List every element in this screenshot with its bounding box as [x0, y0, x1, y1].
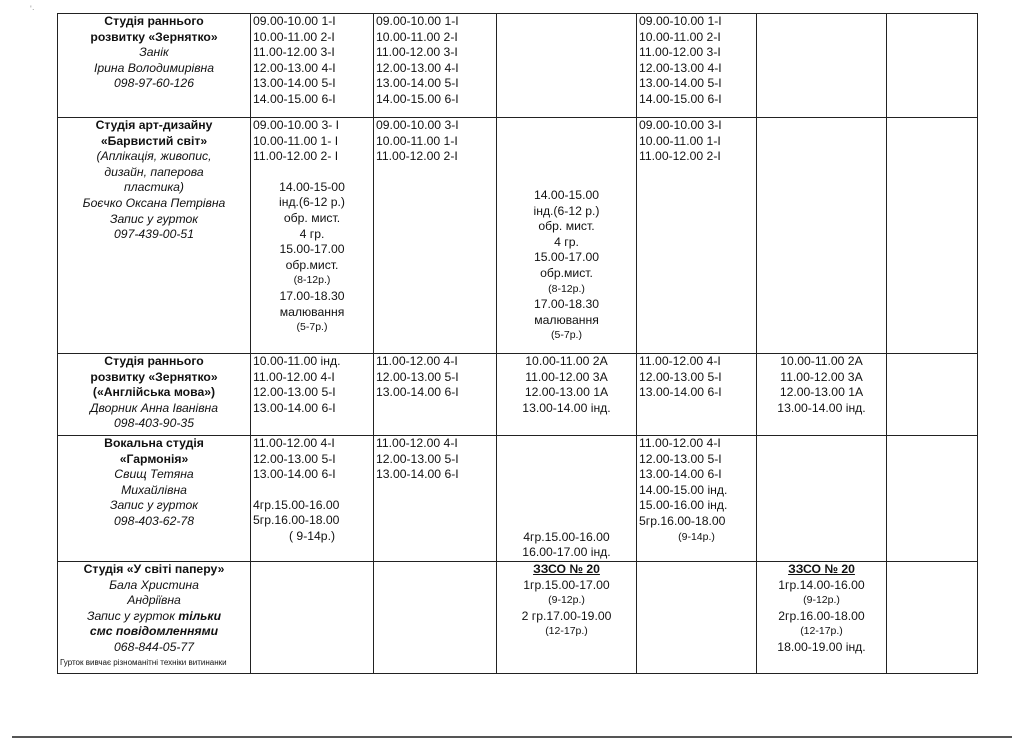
teacher-name: Ірина Володимирівна: [93, 60, 215, 75]
page-bottom-rule: [12, 736, 1012, 738]
studio-title: Студія раннього: [104, 354, 204, 368]
schedule-cell: [757, 562, 887, 674]
time-slot: 14.00-15-00: [279, 179, 345, 194]
schedule-cell-empty: [757, 14, 887, 118]
schedule-cell: [251, 436, 374, 562]
time-slot: 15.00-16.00 інд.: [639, 498, 728, 513]
slot-detail: обр.мист.: [285, 257, 339, 272]
slot-detail: малювання: [279, 304, 345, 319]
studio-title: розвитку «Зернятко»: [90, 29, 218, 44]
time-slot: 13.00-14.00 6-І: [253, 467, 336, 482]
time-slot: 15.00-17.00: [533, 250, 600, 265]
time-slot: 11.00-12.00 4-І: [253, 436, 335, 450]
schedule-cell: [251, 354, 374, 436]
time-slot: 13.00-14.00 6-І: [376, 385, 459, 400]
teacher-surname: Свищ Тетяна: [114, 467, 194, 482]
studio-description: (Аплікація, живопис,: [96, 149, 212, 164]
time-slot: 1гр.14.00-16.00: [778, 577, 865, 592]
teacher-surname: Занік: [139, 45, 169, 60]
enrollment-note: Запис у гурток: [110, 498, 198, 513]
time-slot: 11.00-12.00 4-І: [639, 354, 721, 368]
time-slot: 12.00-13.00 4-І: [639, 60, 722, 75]
time-slot: 11.00-12.00 2- І: [253, 149, 339, 164]
location-header: ЗЗСО № 20: [788, 562, 855, 576]
time-slot: 2 гр.17.00-19.00: [521, 608, 612, 623]
time-slot: 09.00-10.00 3-І: [376, 118, 459, 132]
time-slot: 17.00-18.30: [533, 297, 600, 312]
time-slot: 12.00-13.00 5-І: [376, 369, 459, 384]
schedule-cell: [497, 118, 637, 354]
schedule-cell: [757, 354, 887, 436]
age-range: (5-7р.): [551, 329, 582, 342]
schedule-cell-empty: [374, 562, 497, 674]
time-slot: 10.00-11.00 1- І: [253, 133, 339, 148]
slot-detail: інд.(6-12 р.): [533, 203, 600, 218]
schedule-cell-empty: [887, 562, 978, 674]
time-slot: 10.00-11.00 2-І: [639, 29, 721, 44]
table-row: [58, 354, 978, 436]
age-range: ( 9-14р.): [288, 528, 336, 543]
time-slot: 12.00-13.00 5-І: [639, 451, 722, 466]
time-slot: 09.00-10.00 1-І: [253, 14, 336, 28]
time-slot: 11.00-12.00 4-І: [639, 436, 721, 450]
time-slot: 13.00-14.00 6-І: [253, 400, 336, 415]
studio-cell: [58, 436, 251, 562]
slot-detail: малювання: [534, 312, 599, 327]
time-slot: 13.00-14.00 6-І: [376, 467, 459, 482]
schedule-cell-empty: [887, 118, 978, 354]
studio-description: дизайн, паперова: [104, 164, 204, 179]
schedule-cell: [637, 14, 757, 118]
schedule-cell: [251, 14, 374, 118]
time-slot: 12.00-13.00 1А: [524, 385, 609, 400]
time-slot: 4гр.15.00-16.00: [523, 529, 610, 544]
studio-title: Студія арт-дизайну: [95, 118, 213, 132]
schedule-cell-empty: [497, 14, 637, 118]
studio-cell: [58, 118, 251, 354]
studio-title: Студія раннього: [104, 14, 204, 28]
enrollment-note: Запис у гурток тільки: [86, 608, 222, 623]
time-slot: 14.00-15.00 6-І: [639, 91, 722, 106]
time-slot: 09.00-10.00 1-І: [376, 14, 459, 28]
time-slot: 13.00-14.00 5-І: [253, 76, 336, 91]
slot-detail: обр. мист.: [283, 210, 341, 225]
time-slot: 11.00-12.00 2-І: [639, 149, 721, 164]
schedule-cell: [374, 436, 497, 562]
time-slot: 09.00-10.00 3- І: [253, 118, 340, 132]
time-slot: 13.00-14.00 інд.: [777, 400, 866, 415]
time-slot: 11.00-12.00 4-І: [253, 369, 335, 384]
time-slot: 12.00-13.00 5-І: [639, 369, 722, 384]
time-slot: 13.00-14.00 інд.: [522, 400, 611, 415]
teacher-name: Михайлівна: [121, 482, 187, 497]
studio-title: «Барвистий світ»: [100, 133, 208, 148]
time-slot: 14.00-15.00 6-І: [253, 91, 336, 106]
time-slot: 13.00-14.00 6-І: [639, 467, 722, 482]
schedule-cell: [251, 118, 374, 354]
time-slot: 09.00-10.00 1-І: [639, 14, 722, 28]
time-slot: 10.00-11.00 2А: [525, 354, 608, 368]
age-range: (12-17р.): [545, 625, 588, 638]
scan-mark: '·: [30, 4, 35, 14]
schedule-cell: [637, 354, 757, 436]
time-slot: 11.00-12.00 3А: [780, 369, 863, 384]
time-slot: 18.00-19.00 інд.: [777, 639, 866, 654]
time-slot: 12.00-13.00 1А: [779, 385, 864, 400]
schedule-cell-empty: [251, 562, 374, 674]
slot-detail: 4 гр.: [299, 226, 325, 241]
age-range: (9-12р.): [803, 594, 840, 607]
schedule-cell-empty: [637, 562, 757, 674]
age-range: (12-17р.): [800, 625, 843, 638]
schedule-cell-empty: [757, 436, 887, 562]
schedule-cell: [497, 354, 637, 436]
studio-cell: [58, 562, 251, 674]
time-slot: 5гр.16.00-18.00: [253, 513, 340, 528]
time-slot: 16.00-17.00 інд.: [522, 545, 611, 560]
studio-cell: [58, 354, 251, 436]
time-slot: 2гр.16.00-18.00: [778, 608, 865, 623]
time-slot: 14.00-15.00 інд.: [639, 482, 728, 497]
schedule-cell-empty: [887, 436, 978, 562]
time-slot: 10.00-11.00 2А: [780, 354, 863, 368]
enrollment-note: Запис у гурток: [110, 211, 198, 226]
studio-title: («Англійська мова»): [92, 385, 216, 400]
time-slot: 11.00-12.00 3-І: [253, 45, 335, 60]
time-slot: 11.00-12.00 3А: [525, 369, 608, 384]
time-slot: 11.00-12.00 4-І: [376, 436, 458, 450]
studio-title: розвитку «Зернятко»: [90, 369, 218, 384]
schedule-cell-empty: [757, 118, 887, 354]
time-slot: 13.00-14.00 6-І: [639, 385, 722, 400]
time-slot: 12.00-13.00 5-І: [253, 451, 336, 466]
time-slot: 15.00-17.00: [279, 242, 345, 257]
time-slot: 11.00-12.00 2-І: [376, 149, 458, 164]
time-slot: 10.00-11.00 інд.: [253, 354, 341, 368]
time-slot: 14.00-15.00: [533, 188, 600, 202]
schedule-table: [57, 13, 978, 674]
time-slot: 10.00-11.00 1-І: [639, 133, 721, 148]
time-slot: 13.00-14.00 5-І: [639, 76, 722, 91]
studio-title: «Гармонія»: [119, 451, 189, 466]
phone-number: 098-403-90-35: [114, 416, 194, 431]
time-slot: 11.00-12.00 3-І: [376, 45, 458, 60]
phone-number: 097-439-00-51: [114, 227, 194, 242]
slot-detail: обр. мист.: [538, 219, 595, 234]
time-slot: 09.00-10.00 3-І: [639, 118, 722, 132]
slot-detail: інд.(6-12 р.): [279, 195, 345, 210]
age-range: (9-12р.): [548, 594, 585, 607]
studio-title: Студія «У світі паперу»: [83, 562, 225, 576]
schedule-cell: [374, 14, 497, 118]
schedule-cell: [637, 436, 757, 562]
slot-detail: обр.мист.: [540, 265, 593, 280]
time-slot: 1гр.15.00-17.00: [523, 577, 610, 592]
table-row: [58, 14, 978, 118]
studio-title: Вокальна студія: [104, 436, 204, 450]
time-slot: 10.00-11.00 2-І: [253, 29, 335, 44]
phone-number: 068-844-05-77: [114, 639, 194, 654]
time-slot: 12.00-13.00 4-І: [253, 60, 336, 75]
studio-description: пластика): [124, 180, 184, 195]
age-range: (8-12р.): [293, 274, 331, 287]
time-slot: 4гр.15.00-16.00: [253, 497, 340, 512]
teacher-name: Андріївна: [127, 593, 181, 608]
time-slot: 5гр.16.00-18.00: [639, 513, 726, 528]
time-slot: 13.00-14.00 5-І: [376, 76, 459, 91]
teacher-surname: Бала Христина: [109, 577, 199, 592]
slot-detail: 4 гр.: [554, 234, 579, 249]
time-slot: 11.00-12.00 4-І: [376, 354, 458, 368]
schedule-cell: [374, 354, 497, 436]
schedule-cell: [497, 562, 637, 674]
teacher-name: Боєчко Оксана Петрівна: [82, 195, 226, 210]
time-slot: 11.00-12.00 3-І: [639, 45, 721, 60]
age-range: (9-14р.): [678, 530, 715, 543]
enrollment-note: смс повідомленнями: [89, 624, 219, 639]
schedule-cell-empty: [887, 354, 978, 436]
table-row: [58, 436, 978, 562]
location-header: ЗЗСО № 20: [533, 562, 600, 576]
time-slot: 14.00-15.00 6-І: [376, 91, 459, 106]
table-row: [58, 118, 978, 354]
teacher-name: Дворник Анна Іванівна: [89, 400, 219, 415]
time-slot: 12.00-13.00 4-І: [376, 60, 459, 75]
time-slot: 10.00-11.00 2-І: [376, 29, 458, 44]
time-slot: 12.00-13.00 5-І: [376, 451, 459, 466]
schedule-cell: [374, 118, 497, 354]
time-slot: 10.00-11.00 1-І: [376, 133, 458, 148]
table-row: [58, 562, 978, 674]
schedule-cell: [497, 436, 637, 562]
phone-number: 098-97-60-126: [114, 76, 194, 91]
age-range: (8-12р.): [548, 282, 585, 295]
studio-cell: [58, 14, 251, 118]
schedule-cell: [637, 118, 757, 354]
age-range: (5-7р.): [296, 321, 328, 334]
phone-number: 098-403-62-78: [114, 513, 194, 528]
time-slot: 17.00-18.30: [279, 288, 345, 303]
studio-footnote: Гурток вивчає різноманітні техніки витинанки: [60, 657, 227, 667]
schedule-cell-empty: [887, 14, 978, 118]
time-slot: 12.00-13.00 5-І: [253, 385, 336, 400]
